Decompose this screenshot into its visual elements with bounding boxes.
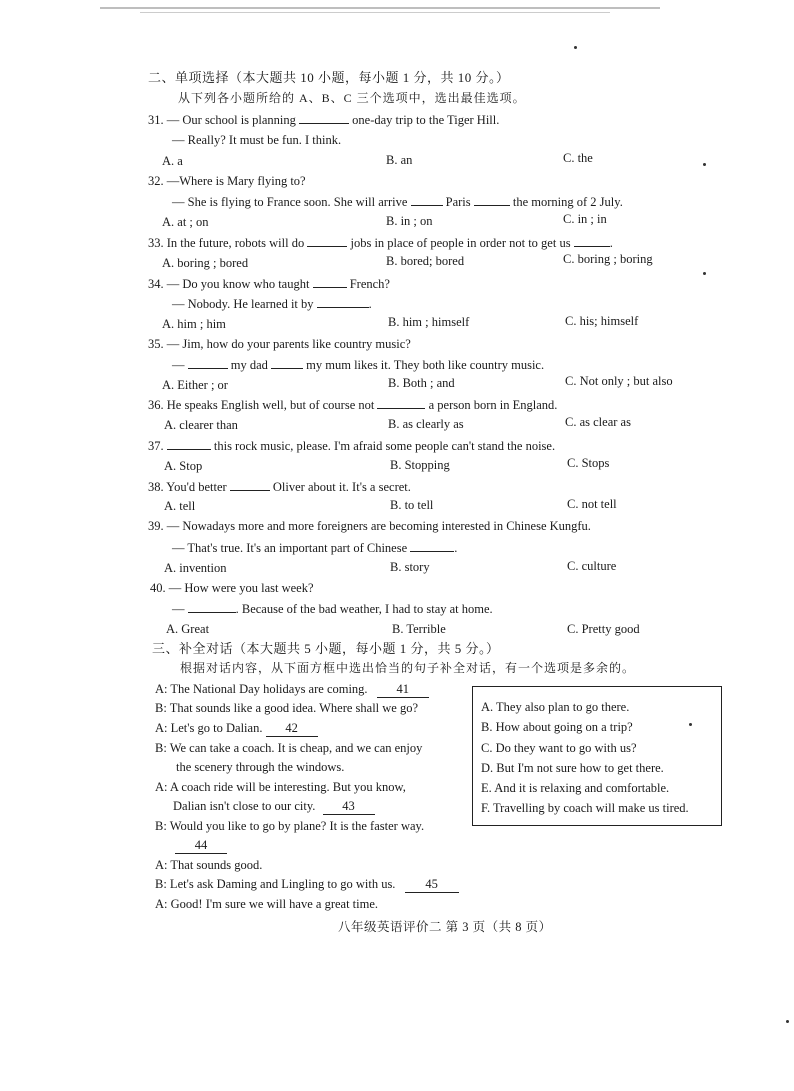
question-35-reply: — my dad my mum likes it. They both like country music. xyxy=(172,358,545,372)
dialogue-line: A: That sounds good. xyxy=(155,858,263,872)
question-40-option-b: B. Terrible xyxy=(392,622,446,636)
dialogue-line: A: Good! I'm sure we will have a great time. xyxy=(155,897,379,911)
dialogue-line: B: Would you like to go by plane? It is the faster way. xyxy=(155,819,425,833)
option-item: A. They also plan to go there. xyxy=(481,700,630,714)
question-34-stem: 34. — Do you know who taught French? xyxy=(148,277,390,291)
question-38-option-c: C. not tell xyxy=(567,497,617,511)
dialogue-line: A: Let's go to Dalian. 42 xyxy=(155,720,318,737)
dialogue-line: A: The National Day holidays are coming. 41 xyxy=(155,681,429,698)
dialogue-line xyxy=(175,837,227,854)
question-33-option-b: B. bored; bored xyxy=(386,254,465,268)
question-33-option-a: A. boring ; bored xyxy=(162,256,249,270)
dialogue-blank-41: 41 xyxy=(377,681,429,698)
question-39-option-a: A. invention xyxy=(164,561,227,575)
question-38-option-a: A. tell xyxy=(164,499,196,513)
option-item: C. Do they want to go with us? xyxy=(481,741,637,755)
question-32-option-b: B. in ; on xyxy=(386,214,433,228)
question-35-option-a: A. Either ; or xyxy=(162,378,228,392)
dialogue-line: B: Let's ask Daming and Lingling to go with us. 45 xyxy=(155,876,459,893)
scan-artifact xyxy=(100,7,660,9)
dialogue-line: B: We can take a coach. It is cheap, and we can enjoy xyxy=(155,741,423,755)
answer-blank xyxy=(167,437,211,450)
answer-blank xyxy=(299,111,349,124)
question-36-option-c: C. as clear as xyxy=(565,415,631,429)
question-33-stem: 33. In the future, robots will do jobs in place of people in order not to get us . xyxy=(148,236,613,250)
section2-heading: 二、单项选择（本大题共 10 小题，每小题 1 分，共 10 分。） xyxy=(148,70,510,85)
answer-blank xyxy=(411,193,443,206)
question-35-stem: 35. — Jim, how do your parents like country music? xyxy=(148,337,411,351)
scan-speck xyxy=(703,163,706,166)
answer-blank xyxy=(230,478,270,491)
option-item: F. Travelling by coach will make us tired. xyxy=(481,801,689,815)
question-32-reply: — She is flying to France soon. She will arrive Paris the morning of 2 July. xyxy=(172,195,623,209)
scan-speck xyxy=(786,1020,789,1023)
question-32-option-c: C. in ; in xyxy=(563,212,607,226)
question-32-stem: 32. —Where is Mary flying to? xyxy=(148,174,306,188)
dialogue-blank-43: 43 xyxy=(323,798,375,815)
section3-heading: 三、补全对话（本大题共 5 小题，每小题 1 分，共 5 分。） xyxy=(152,641,500,656)
dialogue-blank-42: 42 xyxy=(266,720,318,737)
question-37-option-a: A. Stop xyxy=(164,459,203,473)
question-35-option-b: B. Both ; and xyxy=(388,376,455,390)
question-31-reply: — Really? It must be fun. I think. xyxy=(172,133,342,147)
answer-blank xyxy=(410,539,454,552)
answer-blank xyxy=(574,234,610,247)
dialogue-blank-45: 45 xyxy=(405,876,459,893)
question-39-option-b: B. story xyxy=(390,560,430,574)
question-37-option-b: B. Stopping xyxy=(390,458,450,472)
question-31-option-c: C. the xyxy=(563,151,593,165)
answer-blank xyxy=(474,193,510,206)
answer-blank xyxy=(271,356,303,369)
question-39-option-c: C. culture xyxy=(567,559,617,573)
question-31-stem: 31. — Our school is planning one-day trip to the Tiger Hill. xyxy=(148,113,500,127)
answer-blank xyxy=(313,275,347,288)
question-36-option-a: A. clearer than xyxy=(164,418,238,432)
dialogue-blank-44: 44 xyxy=(175,837,227,854)
scan-artifact xyxy=(140,12,610,13)
option-item: E. And it is relaxing and comfortable. xyxy=(481,781,670,795)
question-40-option-a: A. Great xyxy=(166,622,210,636)
question-40-reply: — . Because of the bad weather, I had to stay at home. xyxy=(172,602,493,616)
question-38-option-b: B. to tell xyxy=(390,498,434,512)
section3-instruction: 根据对话内容，从下面方框中选出恰当的句子补全对话，有一个选项是多余的。 xyxy=(180,661,636,675)
answer-blank xyxy=(377,396,425,409)
question-31-option-a: A. a xyxy=(162,154,183,168)
option-item: B. How about going on a trip? xyxy=(481,720,633,734)
question-39-reply: — That's true. It's an important part of Chinese . xyxy=(172,541,458,555)
question-39-stem: 39. — Nowadays more and more foreigners are becoming interested in Chinese Kungfu. xyxy=(148,519,591,533)
answer-blank xyxy=(317,295,369,308)
question-34-option-c: C. his; himself xyxy=(565,314,639,328)
answer-blank xyxy=(188,600,236,613)
question-35-option-c: C. Not only ; but also xyxy=(565,374,673,388)
question-38-stem: 38. You'd better Oliver about it. It's a secret. xyxy=(148,480,411,494)
scan-speck xyxy=(703,272,706,275)
dialogue-line: the scenery through the windows. xyxy=(176,760,345,774)
answer-blank xyxy=(188,356,228,369)
dialogue-line: A: A coach ride will be interesting. But you know, xyxy=(155,780,406,794)
question-36-option-b: B. as clearly as xyxy=(388,417,464,431)
question-34-option-b: B. him ; himself xyxy=(388,315,470,329)
question-40-stem: 40. — How were you last week? xyxy=(150,581,314,595)
question-37-option-c: C. Stops xyxy=(567,456,610,470)
question-37-stem: 37. this rock music, please. I'm afraid some people can't stand the noise. xyxy=(148,439,556,453)
page-footer: 八年级英语评价二 第 3 页（共 8 页） xyxy=(338,920,552,934)
question-34-option-a: A. him ; him xyxy=(162,317,226,331)
question-40-option-c: C. Pretty good xyxy=(567,622,640,636)
question-34-reply: — Nobody. He learned it by . xyxy=(172,297,372,311)
question-36-stem: 36. He speaks English well, but of course not a person born in England. xyxy=(148,398,558,412)
question-32-option-a: A. at ; on xyxy=(162,215,209,229)
question-33-option-c: C. boring ; boring xyxy=(563,252,653,266)
option-item: D. But I'm not sure how to get there. xyxy=(481,761,664,775)
scan-speck xyxy=(574,46,577,49)
section2-instruction: 从下列各小题所给的 A、B、C 三个选项中，选出最佳选项。 xyxy=(178,91,526,105)
dialogue-line: Dalian isn't close to our city. 43 xyxy=(173,798,375,815)
dialogue-line: B: That sounds like a good idea. Where shall we go? xyxy=(155,701,419,715)
question-31-option-b: B. an xyxy=(386,153,413,167)
answer-blank xyxy=(307,234,347,247)
